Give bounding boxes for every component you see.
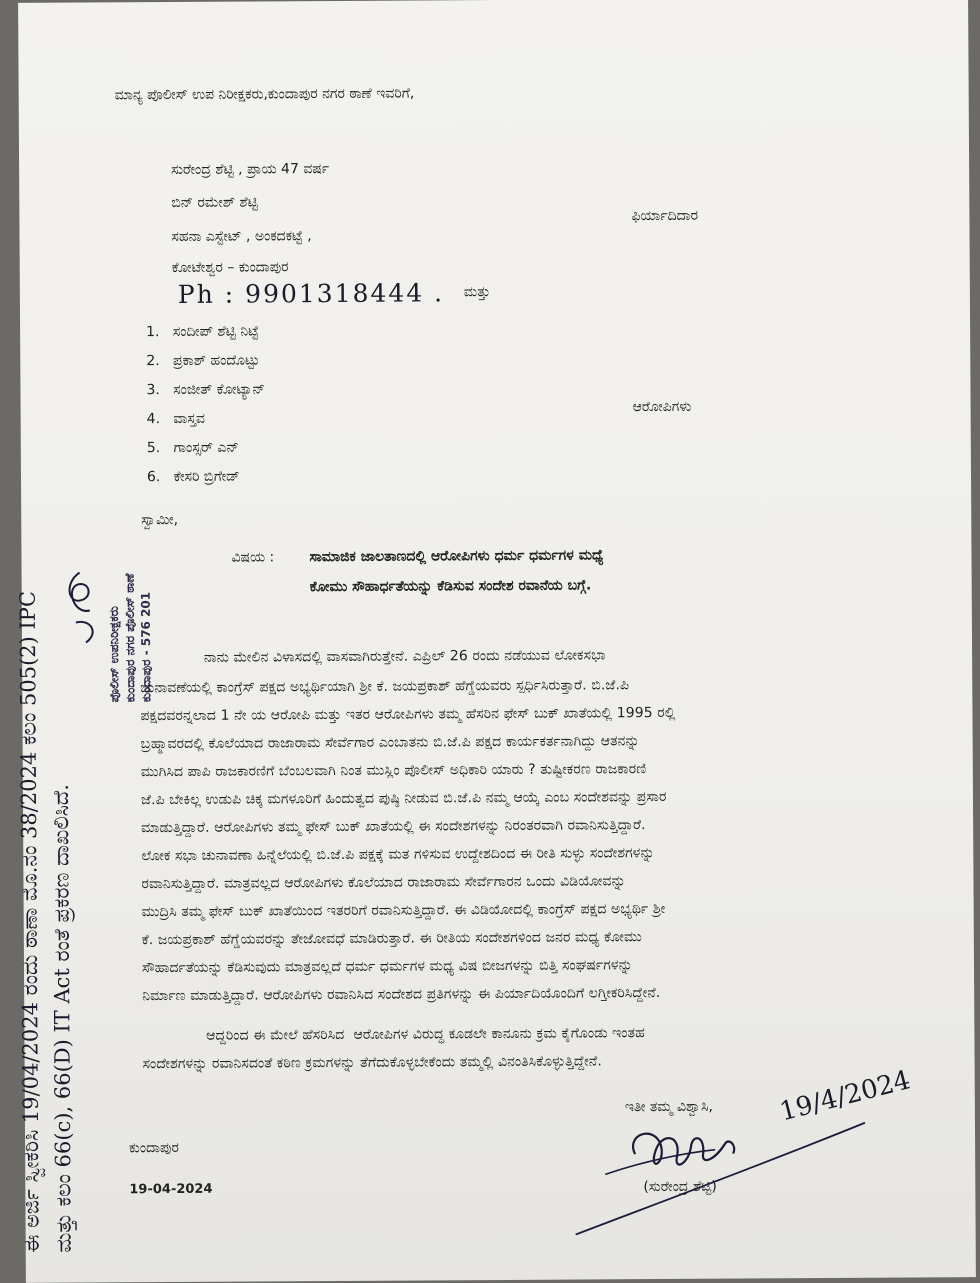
- complainant-line: ಕೋಟೇಶ್ವರ – ಕುಂದಾಪುರ: [171, 259, 289, 276]
- subject-line: ಸಾಮಾಜಿಕ ಜಾಲತಾಣದಲ್ಲಿ ಆರೋಪಿಗಳು ಧರ್ಮ ಧರ್ಮಗಳ ಮಧ್ಯೆ: [309, 547, 604, 566]
- body-line: ಜೆ.ಪಿ ಬೇಕಿಲ್ಲ ಉಡುಪಿ ಚಿಕ್ಕ ಮಗಳೂರಿಗೆ ಹಿಂದುತ್ವದ ಪುಷ್ಠಿ ನೀಡುವ ಬಿ.ಜೆ.ಪಿ ನಮ್ಮ ಆಯ್ಕೆ ಎಂಬ ಸಂದೇಶವನ್ನು ಪ್ರಸಾರ: [140, 788, 667, 809]
- stamp-line: ಕುಂದಾಪುರ ನಗರ ಪೊಲೀಸ್ ಠಾಣೆ: [122, 573, 138, 703]
- accused-item: 2. ಪ್ರಕಾಶ್ ಹಂದೊಟ್ಟು: [146, 352, 260, 370]
- margin-endorsement: [12, 53, 83, 1253]
- complainant-line: ಸುರೇಂದ್ರ ಶೆಟ್ಟಿ , ಪ್ರಾಯ 47 ವರ್ಷ: [171, 161, 330, 178]
- body-line: ಮುದ್ರಿಸಿ ತಮ್ಮ ಫೇಸ್ ಬುಕ್ ಖಾತೆಯಿಂದ ಇತರರಿಗೆ ರವಾನಿಸುತ್ತಿದ್ದಾರೆ. ಈ ವಿಡಿಯೋದಲ್ಲಿ ಕಾಂಗ್ರೆಸ್ ಪಕ್ಷದ ಅಭ್ಯರ್ಥಿ ಶ್ರೀ: [141, 900, 666, 921]
- date: 19-04-2024: [129, 1181, 213, 1198]
- margin-note-line: ಈ ಅರ್ಜಿ ಸ್ವೀಕರಿಸಿ 19/04/2024 ರಂದು ಠಾಣಾ ಮೊ.ನಂ 38/2024 ಕಲಂ 505(2) IPC: [15, 590, 44, 1253]
- complainant-line: ಸಹನಾ ಎಸ್ಟೇಟ್ , ಅಂಕದಕಟ್ಟೆ ,: [171, 228, 312, 245]
- body-line: ಬ್ರಹ್ಮಾವರದಲ್ಲಿ ಕೊಲೆಯಾದ ರಾಜಾರಾಮ ಸೇರ್ವೆಗಾರ ಎಂಬಾತನು ಬಿ.ಜೆ.ಪಿ ಪಕ್ಷದ ಕಾರ್ಯಕರ್ತನಾಗಿದ್ದು ಆತನನ್ನು: [140, 733, 640, 753]
- signature-name: (ಸುರೇಂದ್ರ ಶೆಟ್ಟಿ): [643, 1178, 717, 1196]
- signature-scribble: [565, 1093, 886, 1245]
- body-line: ರವಾನಿಸುತ್ತಿದ್ದಾರೆ. ಮಾತ್ರವಲ್ಲದ ಆರೋಪಿಗಳು ಕೊಲೆಯಾದ ರಾಜಾರಾಮ ಸೇರ್ವೆಗಾರನ ಒಂದು ವಿಡಿಯೋವನ್ನು: [141, 873, 626, 893]
- body-line: ಸೌಹಾರ್ದತೆಯನ್ನು ಕೆಡಿಸುವುದು ಮಾತ್ರವಲ್ಲದೆ ಧರ್ಮ ಧರ್ಮಗಳ ಮಧ್ಯ ವಿಷ ಬೀಜಗಳನ್ನು ಬಿತ್ತಿ ಸಂಘರ್ಷಗಳನ್ನು: [141, 957, 633, 977]
- closing: ಇತೀ ತಮ್ಮ ವಿಶ್ವಾಸಿ,: [624, 1098, 714, 1116]
- accused-item: 1. ಸಂದೀಪ್ ಶೆಟ್ಟಿ ನಿಟ್ಟೆ: [146, 323, 259, 341]
- place: ಕುಂದಾಪುರ: [129, 1139, 179, 1157]
- body-line: ಲೋಕ ಸಭಾ ಚುನಾವಣಾ ಹಿನ್ನೆಲೆಯಲ್ಲಿ ಬಿ.ಜೆ.ಪಿ ಪಕ್ಷಕ್ಕೆ ಮತ ಗಳಿಸುವ ಉದ್ದೇಶದಿಂದ ಈ ರೀತಿ ಸುಳ್ಳು ಸಂದೇಶಗಳನ್ನು: [141, 845, 655, 865]
- body-line: ಪಕ್ಷದವರನ್ನಲಾದ 1 ನೇ ಯ ಆರೋಪಿ ಮತ್ತು ಇತರ ಆರೋಪಿಗಳು ತಮ್ಮ ಹೆಸರಿನ ಫೇಸ್ ಬುಕ್ ಖಾತೆಯಲ್ಲಿ 1995 ರಲ್ಲಿ: [140, 704, 676, 725]
- body-line: ನಿರ್ಮಾಣ ಮಾಡುತ್ತಿದ್ದಾರೆ. ಆರೋಪಿಗಳು ರವಾನಿಸಿದ ಸಂದೇಶದ ಪ್ರತಿಗಳನ್ನು ಈ ಪಿರ್ಯಾದಿಯೊಂದಿಗೆ ಲಗ್ತೀಕರಿಸಿದ್ದೇನೆ.: [142, 985, 661, 1005]
- salutation: ಸ್ವಾಮೀ,: [141, 511, 179, 529]
- body-line: ಮಾಡುತ್ತಿದ್ದಾರೆ. ಆರೋಪಿಗಳು ತಮ್ಮ ಫೇಸ್ ಬುಕ್ ಖಾತೆಯಲ್ಲಿ ಈ ಸಂದೇಶಗಳನ್ನು ನಿರಂತರವಾಗಿ ರವಾನಿಸುತ್ತಿದ್ದಾರೆ.: [141, 817, 646, 837]
- stamp-line: ಕುಂದಾಪುರ - 576 201: [138, 591, 154, 703]
- subject-label: ವಿಷಯ :: [231, 549, 275, 566]
- complainant-phone: Ph : 9901318444 .: [177, 278, 445, 309]
- complainant-role: ಫಿರ್ಯಾದಿದಾರ: [631, 207, 699, 225]
- body-line: ಆದ್ದರಿಂದ ಈ ಮೇಲೆ ಹೆಸರಿಸಿದ ಆರೋಪಿಗಳ ವಿರುದ್ಧ ಕೂಡಲೇ ಕಾನೂನು ಕ್ರಮ ಕೈಗೊಂಡು ಇಂತಹ: [142, 1025, 645, 1045]
- body-line: ನಾನು ಮೇಲಿನ ವಿಳಾಸದಲ್ಲಿ ವಾಸವಾಗಿರುತ್ತೇನೆ. ಎಪ್ರಿಲ್ 26 ರಂದು ನಡೆಯುವ ಲೋಕಸಭಾ: [140, 647, 606, 667]
- stamp-line: ಪೊಲೀಸ್ ಉಪನಿರೀಕ್ಷಕರು: [106, 606, 122, 703]
- margin-note-line: ಮತ್ತು ಕಲಂ 66(c), 66(D) IT Act ರಂತೆ ಪ್ರಕರಣ ದಾಖಲಿಸಿದೆ.: [48, 784, 76, 1253]
- and-label: ಮತ್ತು: [463, 284, 491, 301]
- complaint-letter: [15, 0, 976, 1283]
- body-line: ಸಂದೇಶಗಳನ್ನು ರವಾನಿಸದಂತೆ ಕಠಿಣ ಕ್ರಮಗಳನ್ನು ತೆಗೆದುಕೊಳ್ಳಬೇಕೆಂದು ತಮ್ಮಲ್ಲಿ ವಿನಂತಿಸಿಕೊಳ್ಳುತ್ತಿದ್ದೇನೆ.: [142, 1053, 602, 1073]
- accused-role: ಆರೋಪಿಗಳು: [632, 398, 692, 416]
- subject-line: ಕೋಮು ಸೌಹಾರ್ಧತೆಯನ್ನು ಕೆಡಿಸುವ ಸಂದೇಶ ರವಾನೆಯ ಬಗ್ಗೆ.: [309, 577, 592, 596]
- addressee: ಮಾನ್ಯ ಪೊಲೀಸ್ ಉಪ ನಿರೀಕ್ಷಕರು,ಕುಂದಾಪುರ ನಗರ ಠಾಣೆ ಇವರಿಗೆ,: [114, 85, 415, 104]
- accused-item: 5. ಗಾಂಸ್ಸರ್ ಎನ್: [146, 439, 239, 457]
- body-line: ಚುನಾವಣೆಯಲ್ಲಿ ಕಾಂಗ್ರೆಸ್ ಪಕ್ಷದ ಅಭ್ಯರ್ಥಿಯಾಗಿ ಶ್ರೀ ಕೆ. ಜಯಪ್ರಕಾಶ್ ಹೆಗ್ಡೆಯವರು ಸ್ಪರ್ಧಿಸಿರುತ್ತಾರೆ. ಬಿ.ಜೆ.ಪಿ: [140, 677, 630, 697]
- accused-item: 4. ವಾಸ್ತವ: [146, 410, 205, 428]
- handwritten-date: 19/4/2024: [776, 1065, 914, 1128]
- body-line: ಮುಗಿಸಿದ ಪಾಪಿ ರಾಜಕಾರಣಿಗೆ ಬೆಂಬಲವಾಗಿ ನಿಂತ ಮುಸ್ಲಿಂ ಪೊಲೀಸ್ ಅಧಿಕಾರಿ ಯಾರು ? ತುಷ್ಟೀಕರಣ ರಾಜಕಾರಣಿ: [140, 761, 647, 781]
- body-line: ಕೆ. ಜಯಪ್ರಕಾಶ್ ಹೆಗ್ಡೆಯವರನ್ನು ತೇಜೋವಧೆ ಮಾಡಿರುತ್ತಾರೆ. ಈ ರೀತಿಯ ಸಂದೇಶಗಳಿಂದ ಜನರ ಮಧ್ಯ ಕೋಮು: [141, 929, 642, 949]
- complainant-line: ಬಿನ್ ರಮೇಶ್ ಶೆಟ್ಟಿ: [171, 194, 258, 211]
- accused-item: 3. ಸಂಜೀತ್ ಕೋಟ್ಯಾನ್: [146, 381, 265, 399]
- accused-item: 6. ಕೇಸರಿ ಬ್ರಿಗೇಡ್: [146, 468, 240, 486]
